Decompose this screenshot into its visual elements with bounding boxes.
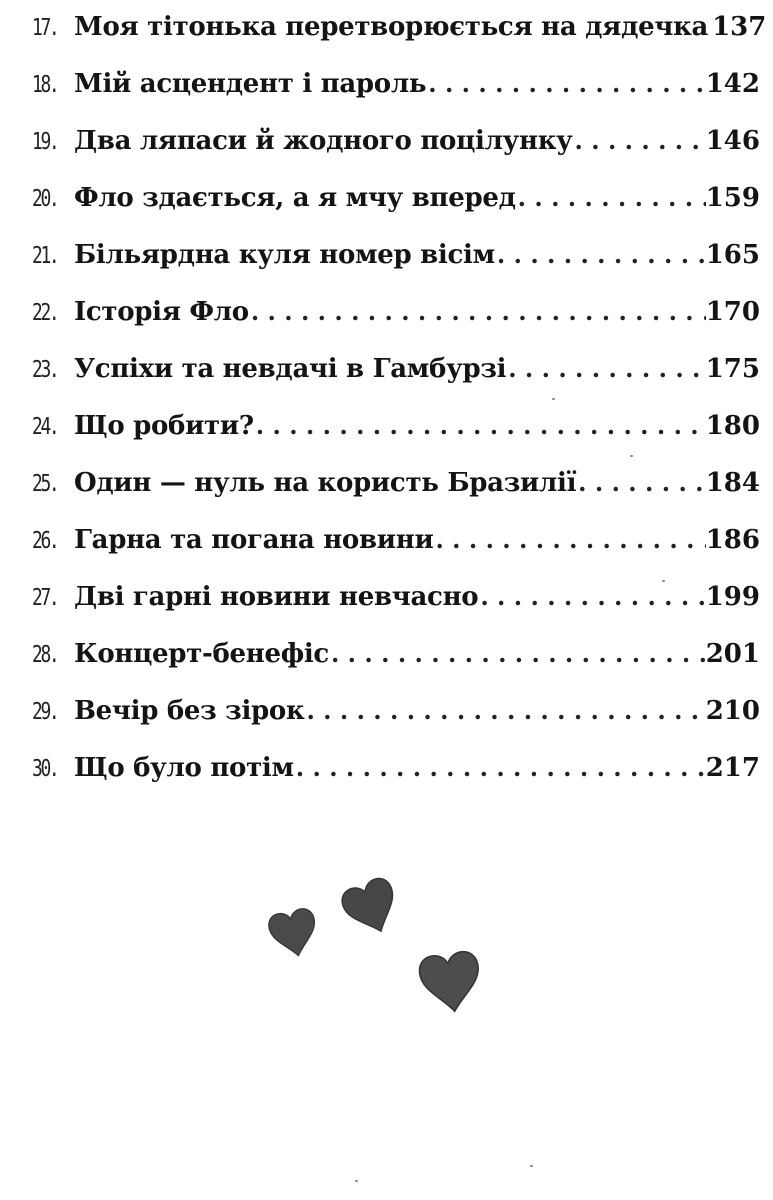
page-number: 142 (705, 69, 760, 99)
chapter-title: Історія Фло (74, 297, 249, 327)
dot-leader (495, 240, 706, 269)
toc-entry (32, 582, 760, 639)
toc-entry (32, 183, 760, 240)
chapter-number: 29. (32, 699, 58, 725)
toc-entry (32, 468, 760, 525)
dot-leader (329, 639, 706, 668)
toc-entry (32, 696, 760, 753)
dot-leader (249, 297, 706, 326)
chapter-number: 26. (32, 528, 58, 554)
chapter-number: 17. (32, 15, 58, 41)
chapter-number: 27. (32, 585, 58, 611)
page-number: 184 (705, 468, 760, 498)
dot-leader (573, 126, 706, 155)
toc-entry (32, 12, 767, 69)
toc-entry (32, 354, 760, 411)
page-number: 137 (712, 12, 767, 42)
page-number: 217 (705, 753, 760, 783)
page-number: 165 (705, 240, 760, 270)
chapter-number: 20. (32, 186, 58, 212)
chapter-title: Вечір без зірок (74, 696, 305, 726)
toc-entry (32, 753, 760, 810)
dot-leader (478, 582, 705, 611)
toc-entry (32, 126, 760, 183)
toc-entry (32, 639, 760, 696)
dot-leader (426, 69, 705, 98)
speck (552, 398, 555, 400)
heart-icon (417, 950, 483, 1016)
chapter-title: Дві гарні новини невчасно (74, 582, 479, 612)
chapter-title: Один — нуль на користь Бразилії (74, 468, 577, 498)
page-number: 175 (705, 354, 760, 384)
chapter-number: 19. (32, 129, 58, 155)
dot-leader (506, 354, 706, 383)
chapter-title: Мій асцендент і пароль (74, 69, 427, 99)
chapter-number: 25. (32, 471, 58, 497)
hearts-decoration (260, 868, 490, 1028)
chapter-title: Успіхи та невдачі в Гамбурзі (74, 354, 507, 384)
dot-leader (254, 411, 706, 440)
chapter-number: 28. (32, 642, 58, 668)
chapter-title: Фло здається, а я мчу вперед (74, 183, 516, 213)
toc-entry (32, 240, 760, 297)
speck (355, 1180, 358, 1182)
heart-icon (267, 907, 321, 961)
dot-leader (294, 753, 706, 782)
dot-leader (304, 696, 705, 725)
chapter-title: Два ляпаси й жодного поцілунку (74, 126, 573, 156)
page-number: 170 (705, 297, 760, 327)
chapter-number: 23. (32, 357, 58, 383)
chapter-number: 24. (32, 414, 58, 440)
chapter-number: 18. (32, 72, 58, 98)
chapter-number: 21. (32, 243, 58, 269)
speck (530, 1165, 533, 1167)
page-number: 210 (705, 696, 760, 726)
chapter-number: 22. (32, 300, 58, 326)
chapter-title: Моя тітонька перетворюється на дядечка (74, 12, 709, 42)
speck (630, 455, 633, 457)
chapter-title: Що було потім (74, 753, 294, 783)
chapter-number: 30. (32, 756, 58, 782)
toc-entry (32, 525, 760, 582)
dot-leader (433, 525, 705, 554)
chapter-title: Більярдна куля номер вісім (74, 240, 495, 270)
page-number: 146 (705, 126, 760, 156)
chapter-title: Що робити? (74, 411, 254, 441)
chapter-title: Концерт-бенефіс (74, 639, 329, 669)
table-of-contents (32, 12, 767, 810)
page-number: 201 (705, 639, 760, 669)
toc-entry (32, 411, 760, 468)
chapter-title: Гарна та погана новини (74, 525, 434, 555)
page-number: 199 (705, 582, 760, 612)
toc-entry (32, 297, 760, 354)
heart-icon (338, 875, 405, 941)
page-number: 159 (705, 183, 760, 213)
dot-leader (576, 468, 706, 497)
speck (662, 580, 665, 582)
dot-leader (516, 183, 706, 212)
page-number: 186 (705, 525, 760, 555)
toc-entry (32, 69, 760, 126)
page-number: 180 (705, 411, 760, 441)
